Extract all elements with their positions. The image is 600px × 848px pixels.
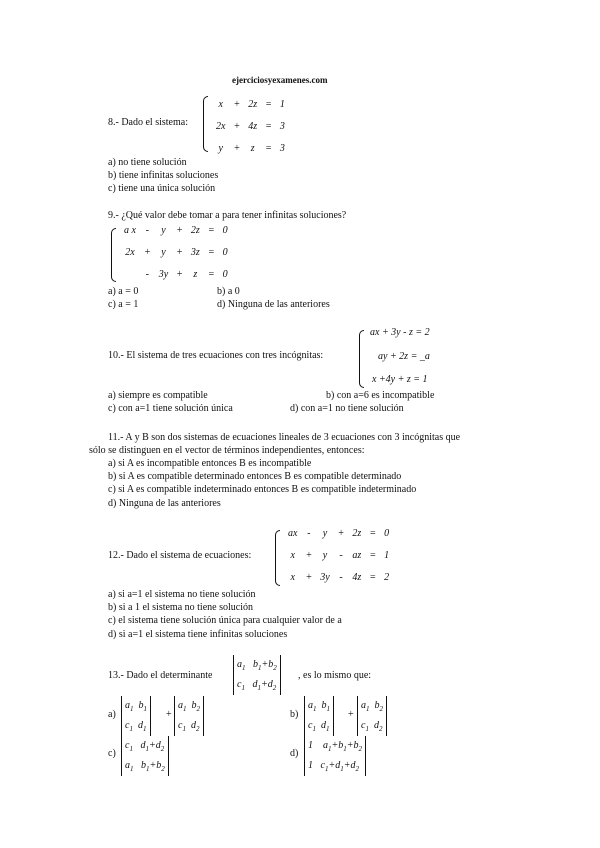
q8-system-row (212, 93, 289, 115)
q13-option-b-det-1: $a_1$ $b_1$ $c_1$ $d_1$ (304, 696, 334, 736)
q8-system-cell: = (265, 142, 272, 154)
q9-brace (111, 228, 116, 282)
q13-option-b-det-2: $a_1$ $b_2$ $c_1$ $d_2$ (357, 696, 387, 736)
q9-system-cell: 0 (222, 224, 228, 236)
q9-system-row (120, 219, 232, 241)
q12-system-row (284, 522, 393, 544)
q12-system-cell: + (337, 527, 345, 539)
q8-option-b: b) tiene infinitas soluciones (108, 170, 219, 181)
q13-option-a-det-1: $a_1$ $b_1$ $c_1$ $d_1$ (121, 696, 151, 736)
q11-option-d: d) Ninguna de las anteriores (108, 498, 221, 509)
q12-system-cell: 3y (320, 571, 330, 583)
q10-stem: 10.- El sistema de tres ecuaciones con tres incógnitas: (108, 350, 324, 361)
q12-brace (275, 530, 280, 586)
q9-system-cell: + (176, 246, 183, 258)
q12-system-cell: ax (288, 527, 298, 539)
q12-system-cell: - (339, 549, 343, 561)
q9-system-cell (120, 263, 140, 285)
q9-system-cell: + (176, 224, 183, 236)
q13-option-b-label: b) (290, 709, 299, 720)
q12-system-row (284, 566, 393, 588)
q9-option-b: b) a 0 (217, 286, 240, 297)
q9-system-cell: + (176, 268, 183, 280)
q12-system-cell: x (290, 549, 295, 561)
q10-option-b: b) con a=6 es incompatible (326, 390, 435, 401)
q10-option-d: d) con a=1 no tiene solución (290, 403, 404, 414)
q9-system-cell: 2z (190, 224, 200, 236)
q9-system-cell: 3y (158, 268, 169, 280)
q13-option-a-plus: + (166, 709, 172, 720)
q12-system-cell: 0 (384, 527, 390, 539)
q12-system-cell: 1 (384, 549, 390, 561)
q9-system-cell: = (207, 224, 215, 236)
q11-line-1: 11.- A y B son dos sistemas de ecuaciones lineales de 3 ecuaciones con 3 incógnitas que (108, 432, 461, 443)
q8-system-cell: + (233, 142, 241, 154)
q10-eq-2: ay + 2z = _a (378, 351, 430, 362)
q12-option-b: b) si a 1 el sistema no tiene solución (108, 602, 253, 613)
q12-system-cell: 2 (384, 571, 390, 583)
q8-system-cell: 3 (279, 142, 285, 154)
site-header: ejerciciosyexamenes.com (232, 75, 328, 85)
q9-system-cell: = (207, 268, 215, 280)
q8-system-cell: = (265, 98, 272, 110)
q9-system-cell: + (143, 246, 151, 258)
q13-option-c-label: c) (108, 748, 116, 759)
q8-system-row (212, 115, 289, 137)
q13-option-d-det: 1 $a_1+b_1+b_2$ 1 $c_1+d_1+d_2$ (304, 736, 366, 776)
q12-option-c: c) el sistema tiene solución única para cualquier valor de a (108, 615, 342, 626)
q13-option-c-det: $c_1$ $d_1+d_2$ $a_1$ $b_1+b_2$ (121, 736, 169, 776)
q12-system-cell: y (322, 527, 328, 539)
q11-option-b: b) si A es compatible determinado entonces B es compatible determinado (108, 471, 402, 482)
q8-system-cell: y (218, 142, 223, 154)
q8-system-cell: = (265, 120, 272, 132)
q12-system-cell: - (307, 527, 311, 539)
q9-system-cell: z (193, 268, 198, 280)
q8-option-c: c) tiene una única solución (108, 183, 216, 194)
q11-option-a: a) si A es incompatible entonces B es incompatible (108, 458, 312, 469)
q9-system-cell: 2x (125, 246, 135, 258)
q8-system-cell: x (218, 98, 223, 110)
q9-option-c: c) a = 1 (108, 299, 139, 310)
q9-system-cell: y (161, 246, 166, 258)
q12-system-cell: 2z (352, 527, 362, 539)
q9-option-a: a) a = 0 (108, 286, 139, 297)
q10-eq-3: x +4y + z = 1 (372, 374, 428, 385)
q9-system-cell: - (145, 224, 149, 236)
q12-system-cell: + (305, 571, 313, 583)
q13-suffix: , es lo mismo que: (298, 670, 372, 681)
q12-system (284, 522, 393, 588)
q10-option-c: c) con a=1 tiene solución única (108, 403, 233, 414)
q8-system-cell: 1 (279, 98, 285, 110)
q8-brace (203, 96, 208, 152)
q13-option-a-det-2: $a_1$ $b_2$ $c_1$ $d_2$ (174, 696, 204, 736)
q12-system-cell: = (369, 571, 377, 583)
q9-system (120, 219, 232, 285)
q8-system-cell: 4z (248, 120, 258, 132)
q12-system-cell: + (305, 549, 313, 561)
q8-system-cell: 3 (279, 120, 285, 132)
q12-system-row (284, 544, 393, 566)
q13-option-a-label: a) (108, 709, 116, 720)
q12-option-d: d) si a=1 el sistema tiene infinitas soluciones (108, 629, 288, 640)
q10-brace (359, 330, 364, 388)
q8-system-cell: + (233, 98, 241, 110)
q12-system-cell: - (339, 571, 343, 583)
q12-system-cell: y (322, 549, 328, 561)
q9-system-cell: = (207, 246, 215, 258)
q8-option-a: a) no tiene solución (108, 157, 187, 168)
q12-system-cell: = (369, 527, 377, 539)
q12-stem: 12.- Dado el sistema de ecuaciones: (108, 550, 252, 561)
q8-system-cell: + (233, 120, 241, 132)
q10-option-a: a) siempre es compatible (108, 390, 208, 401)
q9-system-cell: 3z (190, 246, 200, 258)
q8-system-cell: 2x (216, 120, 226, 132)
q13-option-d-label: d) (290, 748, 299, 759)
q9-system-row (120, 263, 232, 285)
q8-system-cell: z (250, 142, 255, 154)
q9-system-cell: a x (124, 224, 136, 236)
q9-system-cell: 0 (222, 268, 228, 280)
q12-system-cell: = (369, 549, 377, 561)
q11-option-c: c) si A es compatible indeterminado entonces B es compatible indeterminado (108, 484, 417, 495)
q12-option-a: a) si a=1 el sistema no tiene solución (108, 589, 256, 600)
q8-system-row (212, 137, 289, 159)
q9-system-cell: y (161, 224, 166, 236)
q10-eq-1: ax + 3y - z = 2 (370, 327, 430, 338)
q11-line-2: sólo se distinguen en el vector de términos independientes, entonces: (89, 445, 365, 456)
q12-system-cell: az (352, 549, 362, 561)
q9-stem: 9.- ¿Qué valor debe tomar a para tener infinitas soluciones? (108, 210, 347, 221)
q9-system-row (120, 241, 232, 263)
q9-system-cell: 0 (222, 246, 228, 258)
q12-system-cell: x (290, 571, 295, 583)
q9-system-cell: - (145, 268, 149, 280)
q13-stem: 13.- Dado el determinante (108, 670, 213, 681)
q8-system (212, 93, 289, 159)
q13-main-determinant: $a_1$ $b_1+b_2$ $c_1$ $d_1+d_2$ (233, 655, 281, 695)
q9-option-d: d) Ninguna de las anteriores (217, 299, 330, 310)
q8-system-cell: 2z (248, 98, 258, 110)
q13-option-b-plus: + (348, 709, 354, 720)
q8-stem: 8.- Dado el sistema: (108, 117, 188, 128)
q12-system-cell: 4z (352, 571, 362, 583)
